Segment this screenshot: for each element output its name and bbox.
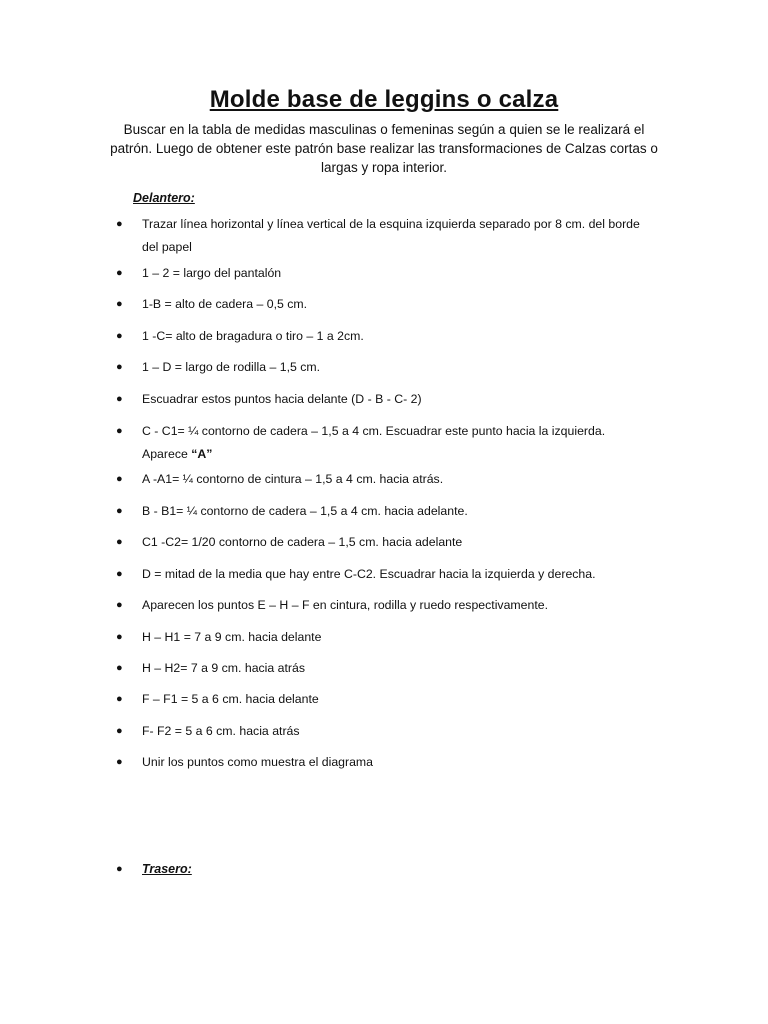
bullet-icon: ● <box>116 662 123 674</box>
list-item-main-text: 1 – 2 = largo del pantalón <box>142 266 282 280</box>
list-item-bold-text: “A” <box>191 447 213 461</box>
list-item-main-text: Aparecen los puntos E – H – F en cintura, rodilla y ruedo respectivamente. <box>142 598 549 612</box>
list-item-text <box>142 325 642 348</box>
bullet-icon: ● <box>116 505 123 517</box>
list-item-text <box>142 262 642 285</box>
list-item-main-text: H – H2= 7 a 9 cm. hacia atrás <box>142 661 306 675</box>
list-item-text <box>142 468 642 491</box>
list-item-text <box>142 213 642 259</box>
list-item-text <box>142 531 642 554</box>
bullet-icon: ● <box>116 218 123 230</box>
list-item-main-text: F- F2 = 5 a 6 cm. hacia atrás <box>142 724 300 738</box>
list-item-main-text: C1 -C2= 1/20 contorno de cadera – 1,5 cm. hacia adelante <box>142 535 463 549</box>
list-item-main-text: H – H1 = 7 a 9 cm. hacia delante <box>142 630 322 644</box>
bullet-icon: ● <box>116 267 123 279</box>
bullet-icon: ● <box>116 393 123 405</box>
list-item-text <box>142 563 642 586</box>
list-item-text <box>142 688 642 711</box>
list-item-main-text: Escuadrar estos puntos hacia delante (D - B - C- 2) <box>142 392 422 406</box>
bullet-icon: ● <box>116 361 123 373</box>
list-item-text <box>142 657 642 680</box>
list-item-main-text: 1 – D = largo de rodilla – 1,5 cm. <box>142 360 321 374</box>
list-item-main-text: C - C1= ¼ contorno de cadera – 1,5 a 4 cm. Escuadrar este punto hacia la izquierda. Aparece <box>142 424 606 461</box>
list-item-main-text: F – F1 = 5 a 6 cm. hacia delante <box>142 692 319 706</box>
bullet-icon: ● <box>116 536 123 548</box>
list-item-main-text: 1-B = alto de cadera – 0,5 cm. <box>142 297 308 311</box>
list-item-text <box>142 293 642 316</box>
intro-paragraph: Buscar en la tabla de medidas masculinas o femeninas según a quien se le realizará el patrón. Luego de obtener este patrón base realizar las transformaciones de Calzas cortas o largas y ropa interior. <box>110 122 658 175</box>
bullet-icon: ● <box>116 693 123 705</box>
list-item-main-text: B - B1= ¼ contorno de cadera – 1,5 a 4 cm. hacia adelante. <box>142 504 468 518</box>
list-item-text <box>142 500 642 523</box>
list-item-text <box>142 751 642 774</box>
bullet-icon: ● <box>116 631 123 643</box>
bullet-icon: ● <box>116 473 123 485</box>
list-item-main-text: Trazar línea horizontal y línea vertical de la esquina izquierda separado por 8 cm. del borde del papel <box>142 217 640 254</box>
bullet-icon: ● <box>116 756 123 768</box>
section-heading-delantero: Delantero: <box>133 191 195 205</box>
list-item-text <box>142 388 642 411</box>
bullet-icon: ● <box>116 863 123 875</box>
list-item-main-text: A -A1= ¼ contorno de cintura – 1,5 a 4 cm. hacia atrás. <box>142 472 444 486</box>
bullet-icon: ● <box>116 599 123 611</box>
page-title: Molde base de leggins o calza <box>209 86 559 113</box>
list-item-text <box>142 720 642 743</box>
list-item-text <box>142 594 642 617</box>
bullet-icon: ● <box>116 568 123 580</box>
bullet-icon: ● <box>116 330 123 342</box>
bullet-icon: ● <box>116 425 123 437</box>
list-item-main-text: 1 -C= alto de bragadura o tiro – 1 a 2cm. <box>142 329 364 343</box>
list-item-main-text: D = mitad de la media que hay entre C-C2. Escuadrar hacia la izquierda y derecha. <box>142 567 596 581</box>
list-item-main-text: Unir los puntos como muestra el diagrama <box>142 755 374 769</box>
list-item-text <box>142 356 642 379</box>
list-item-text <box>142 420 642 466</box>
bullet-icon: ● <box>116 725 123 737</box>
list-item-text <box>142 626 642 649</box>
bullet-icon: ● <box>116 298 123 310</box>
section-heading-trasero: Trasero: <box>142 862 192 876</box>
